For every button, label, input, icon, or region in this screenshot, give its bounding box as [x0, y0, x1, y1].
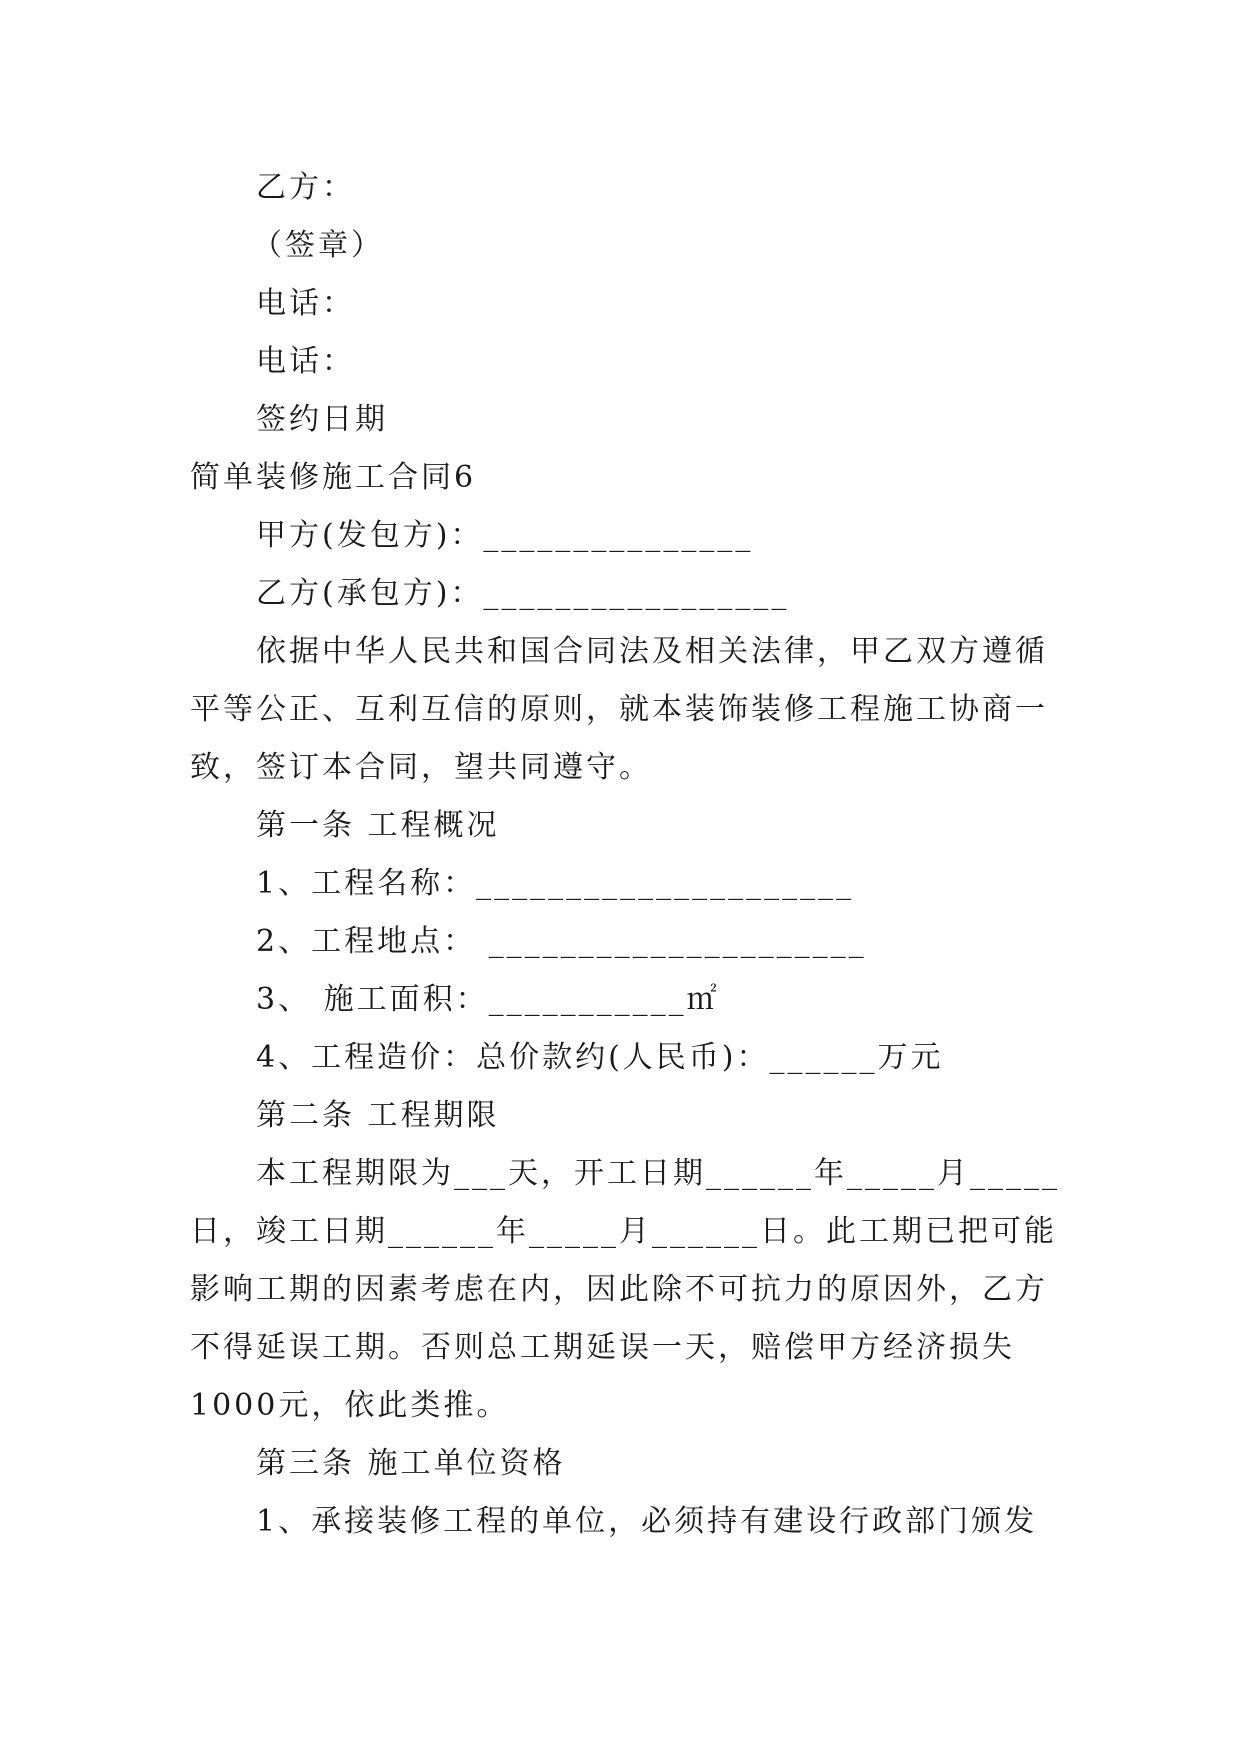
article-1-heading: 第一条 工程概况: [256, 808, 500, 843]
phone-label: 电话：: [256, 286, 355, 321]
article-2-heading: 第二条 工程期限: [256, 1098, 500, 1133]
party-a-line: 甲方(发包方)：_______________: [256, 518, 754, 553]
project-location-line: 2、工程地点： _____________________: [256, 924, 867, 959]
paragraph-line: 本工程期限为___天，开工日期______年_____月_____: [256, 1156, 1060, 1191]
construction-area-line: 3、 施工面积：___________㎡: [256, 982, 720, 1017]
phone-label-2: 电话：: [256, 344, 355, 379]
project-name-line: 1、工程名称：_____________________: [256, 866, 855, 901]
article-3-heading: 第三条 施工单位资格: [256, 1446, 566, 1481]
project-cost-line: 4、工程造价：总价款约(人民币)：______万元: [256, 1040, 944, 1075]
paragraph-line: 致，签订本合同，望共同遵守。: [190, 750, 652, 785]
party-b-label: 乙方：: [256, 170, 355, 205]
paragraph-line: 1000元，依此类推。: [190, 1388, 510, 1423]
signing-date-label: 签约日期: [256, 402, 388, 437]
party-b-line: 乙方(承包方)：_________________: [256, 576, 790, 611]
paragraph-line: 日，竣工日期______年_____月______日。此工期已把可能: [190, 1214, 1057, 1249]
paragraph-line: 不得延误工期。否则总工期延误一天，赔偿甲方经济损失: [190, 1330, 1015, 1365]
seal-label: （签章）: [252, 228, 384, 263]
paragraph-line: 平等公正、互利互信的原则，就本装饰装修工程施工协商一: [190, 692, 1048, 727]
contract-title: 简单装修施工合同6: [190, 460, 477, 495]
paragraph-line: 影响工期的因素考虑在内，因此除不可抗力的原因外，乙方: [190, 1272, 1048, 1307]
paragraph-line: 1、承接装修工程的单位，必须持有建设行政部门颁发: [256, 1504, 1038, 1539]
paragraph-line: 依据中华人民共和国合同法及相关法律，甲乙双方遵循: [256, 634, 1048, 669]
